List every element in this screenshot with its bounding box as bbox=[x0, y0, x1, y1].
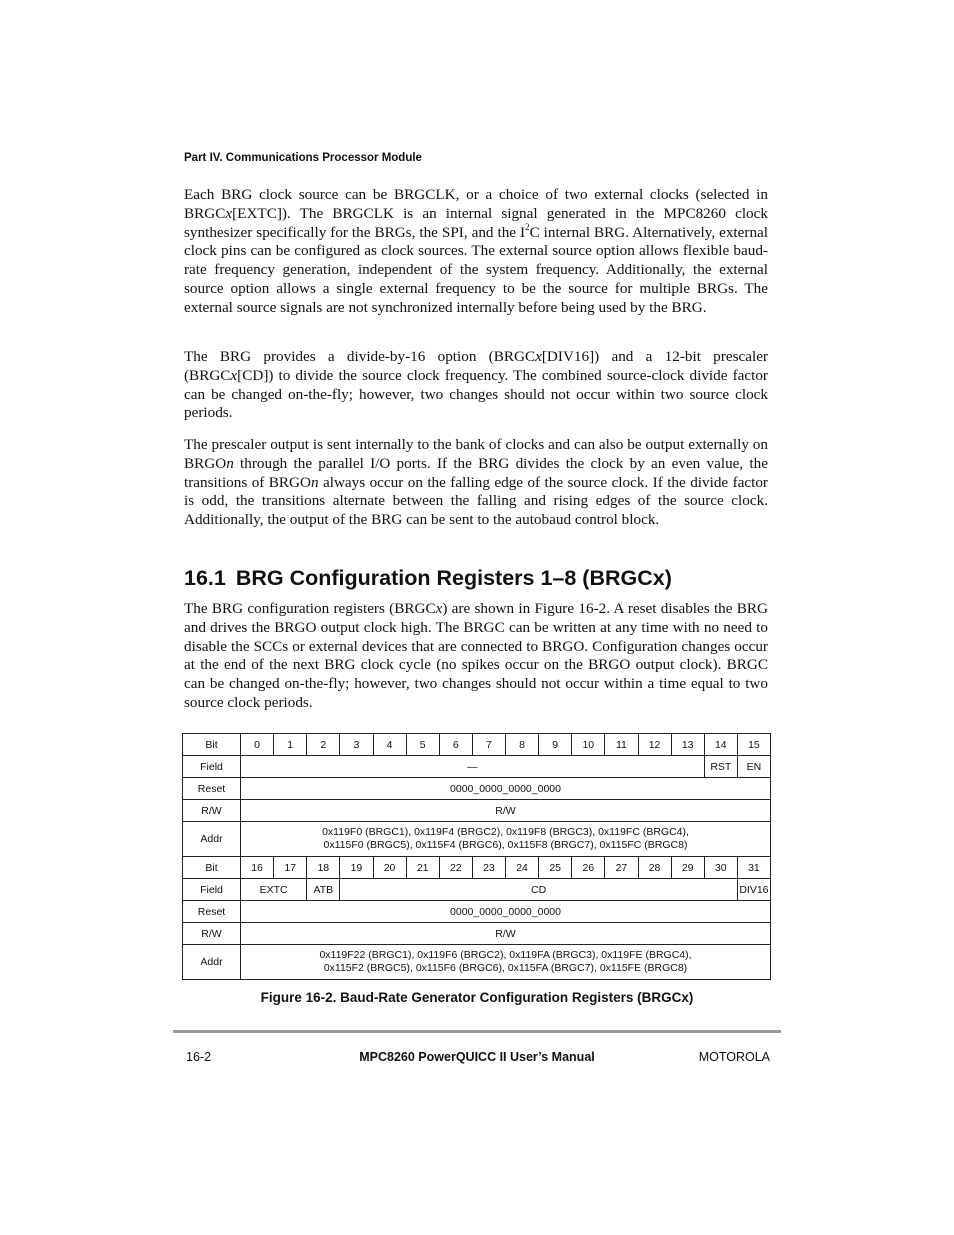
company-name: MOTOROLA bbox=[698, 1050, 770, 1064]
paragraph-brgc-description: The BRG configuration registers (BRGCx) are shown in Figure 16-2. A reset disables the BRG and drives the BRGO output clock high. The BRGC can be written at any time with no need to disable the SCCs or external devices that are connected to BRGO. Configuration changes occur at the end of the next BRG clock cycle (no spikes occur on the BRGO output clock). BRGC can be changed on-the-fly; however, two changes should not occur within a time equal to two source clock periods. bbox=[184, 600, 768, 711]
bit-cell: 7 bbox=[472, 734, 505, 756]
bit-cell: 24 bbox=[506, 857, 539, 879]
bit-cell: 5 bbox=[406, 734, 439, 756]
addr-label: Addr bbox=[183, 945, 241, 980]
bit-cell: 21 bbox=[406, 857, 439, 879]
field-div16: DIV16 bbox=[737, 879, 770, 901]
field-rst: RST bbox=[704, 756, 737, 778]
addr-label: Addr bbox=[183, 822, 241, 857]
lower-reset-row bbox=[183, 901, 771, 923]
paragraph-brg-clock-source: Each BRG clock source can be BRGCLK, or a choice of two external clocks (selected in BRGCx[EXTC]). The BRGCLK is an internal signal generated in the MPC8260 clock synthesizer specifically for the BRGs, the SPI, and the $I^2C$ internal BRG. Alternatively, external clock pins can be configured as clock sources. The external source option allows flexible baud-rate frequency generation, independent of the system frequency. Additionally, the external source option allows a single external frequency to be the source for multiple BRGs. The external source signals are not synchronized internally before being used by the BRG. bbox=[184, 186, 768, 316]
bit-cell: 11 bbox=[605, 734, 638, 756]
bit-cell: 13 bbox=[671, 734, 704, 756]
field-atb: ATB bbox=[307, 879, 340, 901]
rw-value: R/W bbox=[241, 800, 771, 822]
rw-label: R/W bbox=[183, 923, 241, 945]
section-heading bbox=[184, 566, 672, 591]
section-number: 16.1 bbox=[184, 566, 226, 590]
manual-title: MPC8260 PowerQUICC II User’s Manual bbox=[359, 1050, 595, 1064]
reset-label: Reset bbox=[183, 778, 241, 800]
bit-cell: 10 bbox=[572, 734, 605, 756]
reset-label: Reset bbox=[183, 901, 241, 923]
bit-cell: 17 bbox=[274, 857, 307, 879]
bit-cell: 25 bbox=[539, 857, 572, 879]
bit-cell: 30 bbox=[704, 857, 737, 879]
lower-field-row bbox=[183, 879, 771, 901]
bit-cell: 12 bbox=[638, 734, 671, 756]
rw-label: R/W bbox=[183, 800, 241, 822]
reset-value: 0000_0000_0000_0000 bbox=[241, 901, 771, 923]
bit-cell: 29 bbox=[671, 857, 704, 879]
bit-cell: 0 bbox=[241, 734, 274, 756]
addr-value: 0x119F22 (BRGC1), 0x119F6 (BRGC2), 0x119FA (BRGC3), 0x119FE (BRGC4), 0x115F2 (BRGC5), 0x115F6 (BRGC6), 0x115FA (BRGC7), 0x115FE (BRGC8) bbox=[241, 945, 771, 980]
paragraph-divide-option: The BRG provides a divide-by-16 option (BRGCx[DIV16]) and a 12-bit prescaler (BRGCx[CD]) to divide the source clock frequency. The combined source-clock divide factor can be changed on-the-fly; however, two changes should not occur within two source clock periods. bbox=[184, 348, 768, 422]
bit-cell: 3 bbox=[340, 734, 373, 756]
field-label: Field bbox=[183, 756, 241, 778]
bit-cell: 15 bbox=[737, 734, 770, 756]
paragraph-prescaler-output: The prescaler output is sent internally to the bank of clocks and can also be output externally on BRGOn through the parallel I/O ports. If the BRG divides the clock by an even value, the transitions of BRGOn always occur on the falling edge of the source clock. If the divide factor is odd, the transitions alternate between the falling and rising edges of the source clock. Additionally, the output of the BRG can be sent to the autobaud control block. bbox=[184, 436, 768, 529]
bit-cell: 2 bbox=[307, 734, 340, 756]
bit-label: Bit bbox=[183, 857, 241, 879]
bit-cell: 22 bbox=[439, 857, 472, 879]
bit-cell: 4 bbox=[373, 734, 406, 756]
bit-cell: 19 bbox=[340, 857, 373, 879]
bit-cell: 18 bbox=[307, 857, 340, 879]
bit-cell: 1 bbox=[274, 734, 307, 756]
addr-value: 0x119F0 (BRGC1), 0x119F4 (BRGC2), 0x119F8 (BRGC3), 0x119FC (BRGC4), 0x115F0 (BRGC5), 0x115F4 (BRGC6), 0x115F8 (BRGC7), 0x115FC (BRGC8) bbox=[241, 822, 771, 857]
page-number: 16-2 bbox=[186, 1050, 212, 1064]
bit-cell: 28 bbox=[638, 857, 671, 879]
brgc-register-table bbox=[182, 733, 771, 980]
upper-addr-row bbox=[183, 822, 771, 857]
bit-cell: 26 bbox=[572, 857, 605, 879]
bit-cell: 14 bbox=[704, 734, 737, 756]
bit-label: Bit bbox=[183, 734, 241, 756]
figure-caption: Figure 16-2. Baud-Rate Generator Configuration Registers (BRGCx) bbox=[260, 990, 694, 1005]
field-reserved: — bbox=[241, 756, 705, 778]
upper-reset-row bbox=[183, 778, 771, 800]
rw-value: R/W bbox=[241, 923, 771, 945]
bit-cell: 16 bbox=[241, 857, 274, 879]
upper-field-row bbox=[183, 756, 771, 778]
field-label: Field bbox=[183, 879, 241, 901]
bit-cell: 27 bbox=[605, 857, 638, 879]
field-extc: EXTC bbox=[241, 879, 307, 901]
part-header: Part IV. Communications Processor Module bbox=[184, 152, 422, 164]
bit-cell: 9 bbox=[539, 734, 572, 756]
upper-rw-row bbox=[183, 800, 771, 822]
bit-cell: 6 bbox=[439, 734, 472, 756]
bit-cell: 20 bbox=[373, 857, 406, 879]
upper-bit-row bbox=[183, 734, 771, 756]
field-cd: CD bbox=[340, 879, 738, 901]
footer-divider bbox=[173, 1030, 781, 1033]
bit-cell: 23 bbox=[472, 857, 505, 879]
bit-cell: 8 bbox=[506, 734, 539, 756]
lower-bit-row bbox=[183, 857, 771, 879]
lower-addr-row bbox=[183, 945, 771, 980]
lower-rw-row bbox=[183, 923, 771, 945]
field-en: EN bbox=[737, 756, 770, 778]
reset-value: 0000_0000_0000_0000 bbox=[241, 778, 771, 800]
section-title: BRG Configuration Registers 1–8 (BRGCx) bbox=[235, 566, 672, 590]
bit-cell: 31 bbox=[737, 857, 770, 879]
